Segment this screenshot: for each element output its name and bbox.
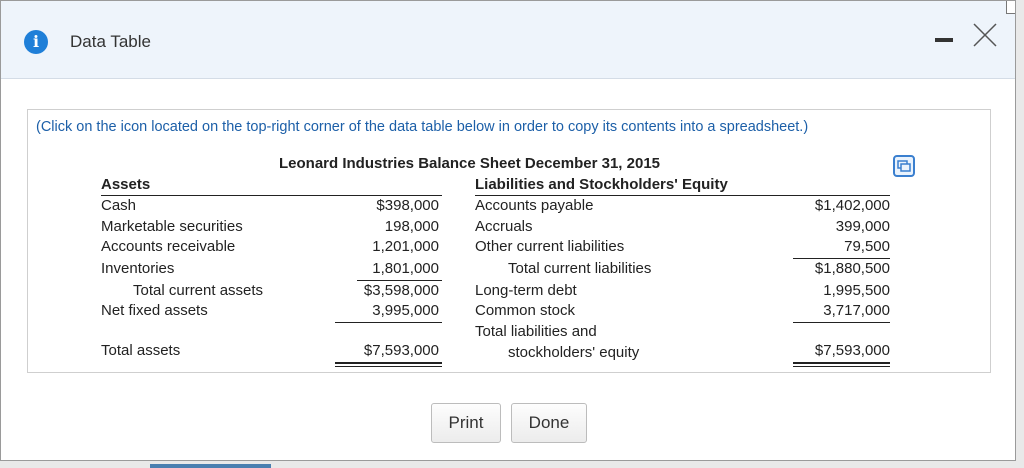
balance-sheet-title: Leonard Industries Balance Sheet December 31, 2015 <box>279 155 660 172</box>
total-assets-double-rule-top <box>335 362 442 364</box>
asset-label: Total assets <box>101 342 181 359</box>
data-table-panel <box>27 109 991 373</box>
assets-header-rule <box>101 195 442 196</box>
asset-label: Inventories <box>101 260 175 277</box>
print-button[interactable]: Print <box>431 403 501 443</box>
liability-label: Accounts payable <box>475 197 594 214</box>
asset-label: Marketable securities <box>101 218 243 235</box>
minimize-button[interactable] <box>935 38 953 42</box>
liability-label: Total liabilities and <box>475 323 597 340</box>
asset-value: 3,995,000 <box>372 302 439 319</box>
liability-label: Common stock <box>475 302 576 319</box>
dialog-title: Data Table <box>70 32 151 51</box>
window-corner-mark <box>1006 1 1015 14</box>
asset-value: 198,000 <box>384 218 439 235</box>
asset-value: 1,801,000 <box>372 260 439 277</box>
info-icon: i <box>24 30 48 54</box>
asset-value: $3,598,000 <box>363 282 439 299</box>
subtotal-rule <box>357 280 442 281</box>
liability-value: $1,402,000 <box>814 197 890 214</box>
liability-label: Total current liabilities <box>508 260 652 277</box>
liability-value: 3,717,000 <box>823 302 890 319</box>
asset-label: Accounts receivable <box>101 238 236 255</box>
close-button[interactable] <box>970 20 1000 50</box>
liability-label: Long-term debt <box>475 282 577 299</box>
liability-label: Accruals <box>475 218 533 235</box>
copy-to-spreadsheet-icon[interactable] <box>893 155 915 177</box>
total-assets-double-rule-bottom <box>335 366 442 367</box>
asset-label: Cash <box>101 197 137 214</box>
liability-value: 1,995,500 <box>823 282 890 299</box>
liability-value: $7,593,000 <box>814 342 890 359</box>
subtotal-rule <box>335 322 442 323</box>
liability-value: 79,500 <box>844 238 890 255</box>
total-liabilities-double-rule-bottom <box>793 366 890 367</box>
liabilities-header-rule <box>475 195 890 196</box>
assets-header: Assets <box>101 176 151 193</box>
asset-label: Total current assets <box>133 282 264 299</box>
asset-value: $7,593,000 <box>363 342 439 359</box>
liabilities-header: Liabilities and Stockholders' Equity <box>475 176 728 193</box>
done-button[interactable]: Done <box>511 403 587 443</box>
background-tab-indicator <box>150 464 271 468</box>
liability-value: $1,880,500 <box>814 260 890 277</box>
liability-label: stockholders' equity <box>508 344 640 361</box>
asset-label: Net fixed assets <box>101 302 208 319</box>
asset-value: 1,201,000 <box>372 238 439 255</box>
asset-value: $398,000 <box>376 197 439 214</box>
dialog-titlebar <box>1 1 1015 79</box>
total-liabilities-double-rule-top <box>793 362 890 364</box>
close-icon <box>970 20 1000 50</box>
liability-value: 399,000 <box>835 218 890 235</box>
liability-label: Other current liabilities <box>475 238 625 255</box>
subtotal-rule <box>793 258 890 259</box>
instructions-text: (Click on the icon located on the top-right corner of the data table below in order to copy its contents into a spreadsheet.) <box>36 119 809 135</box>
subtotal-rule <box>793 322 890 323</box>
